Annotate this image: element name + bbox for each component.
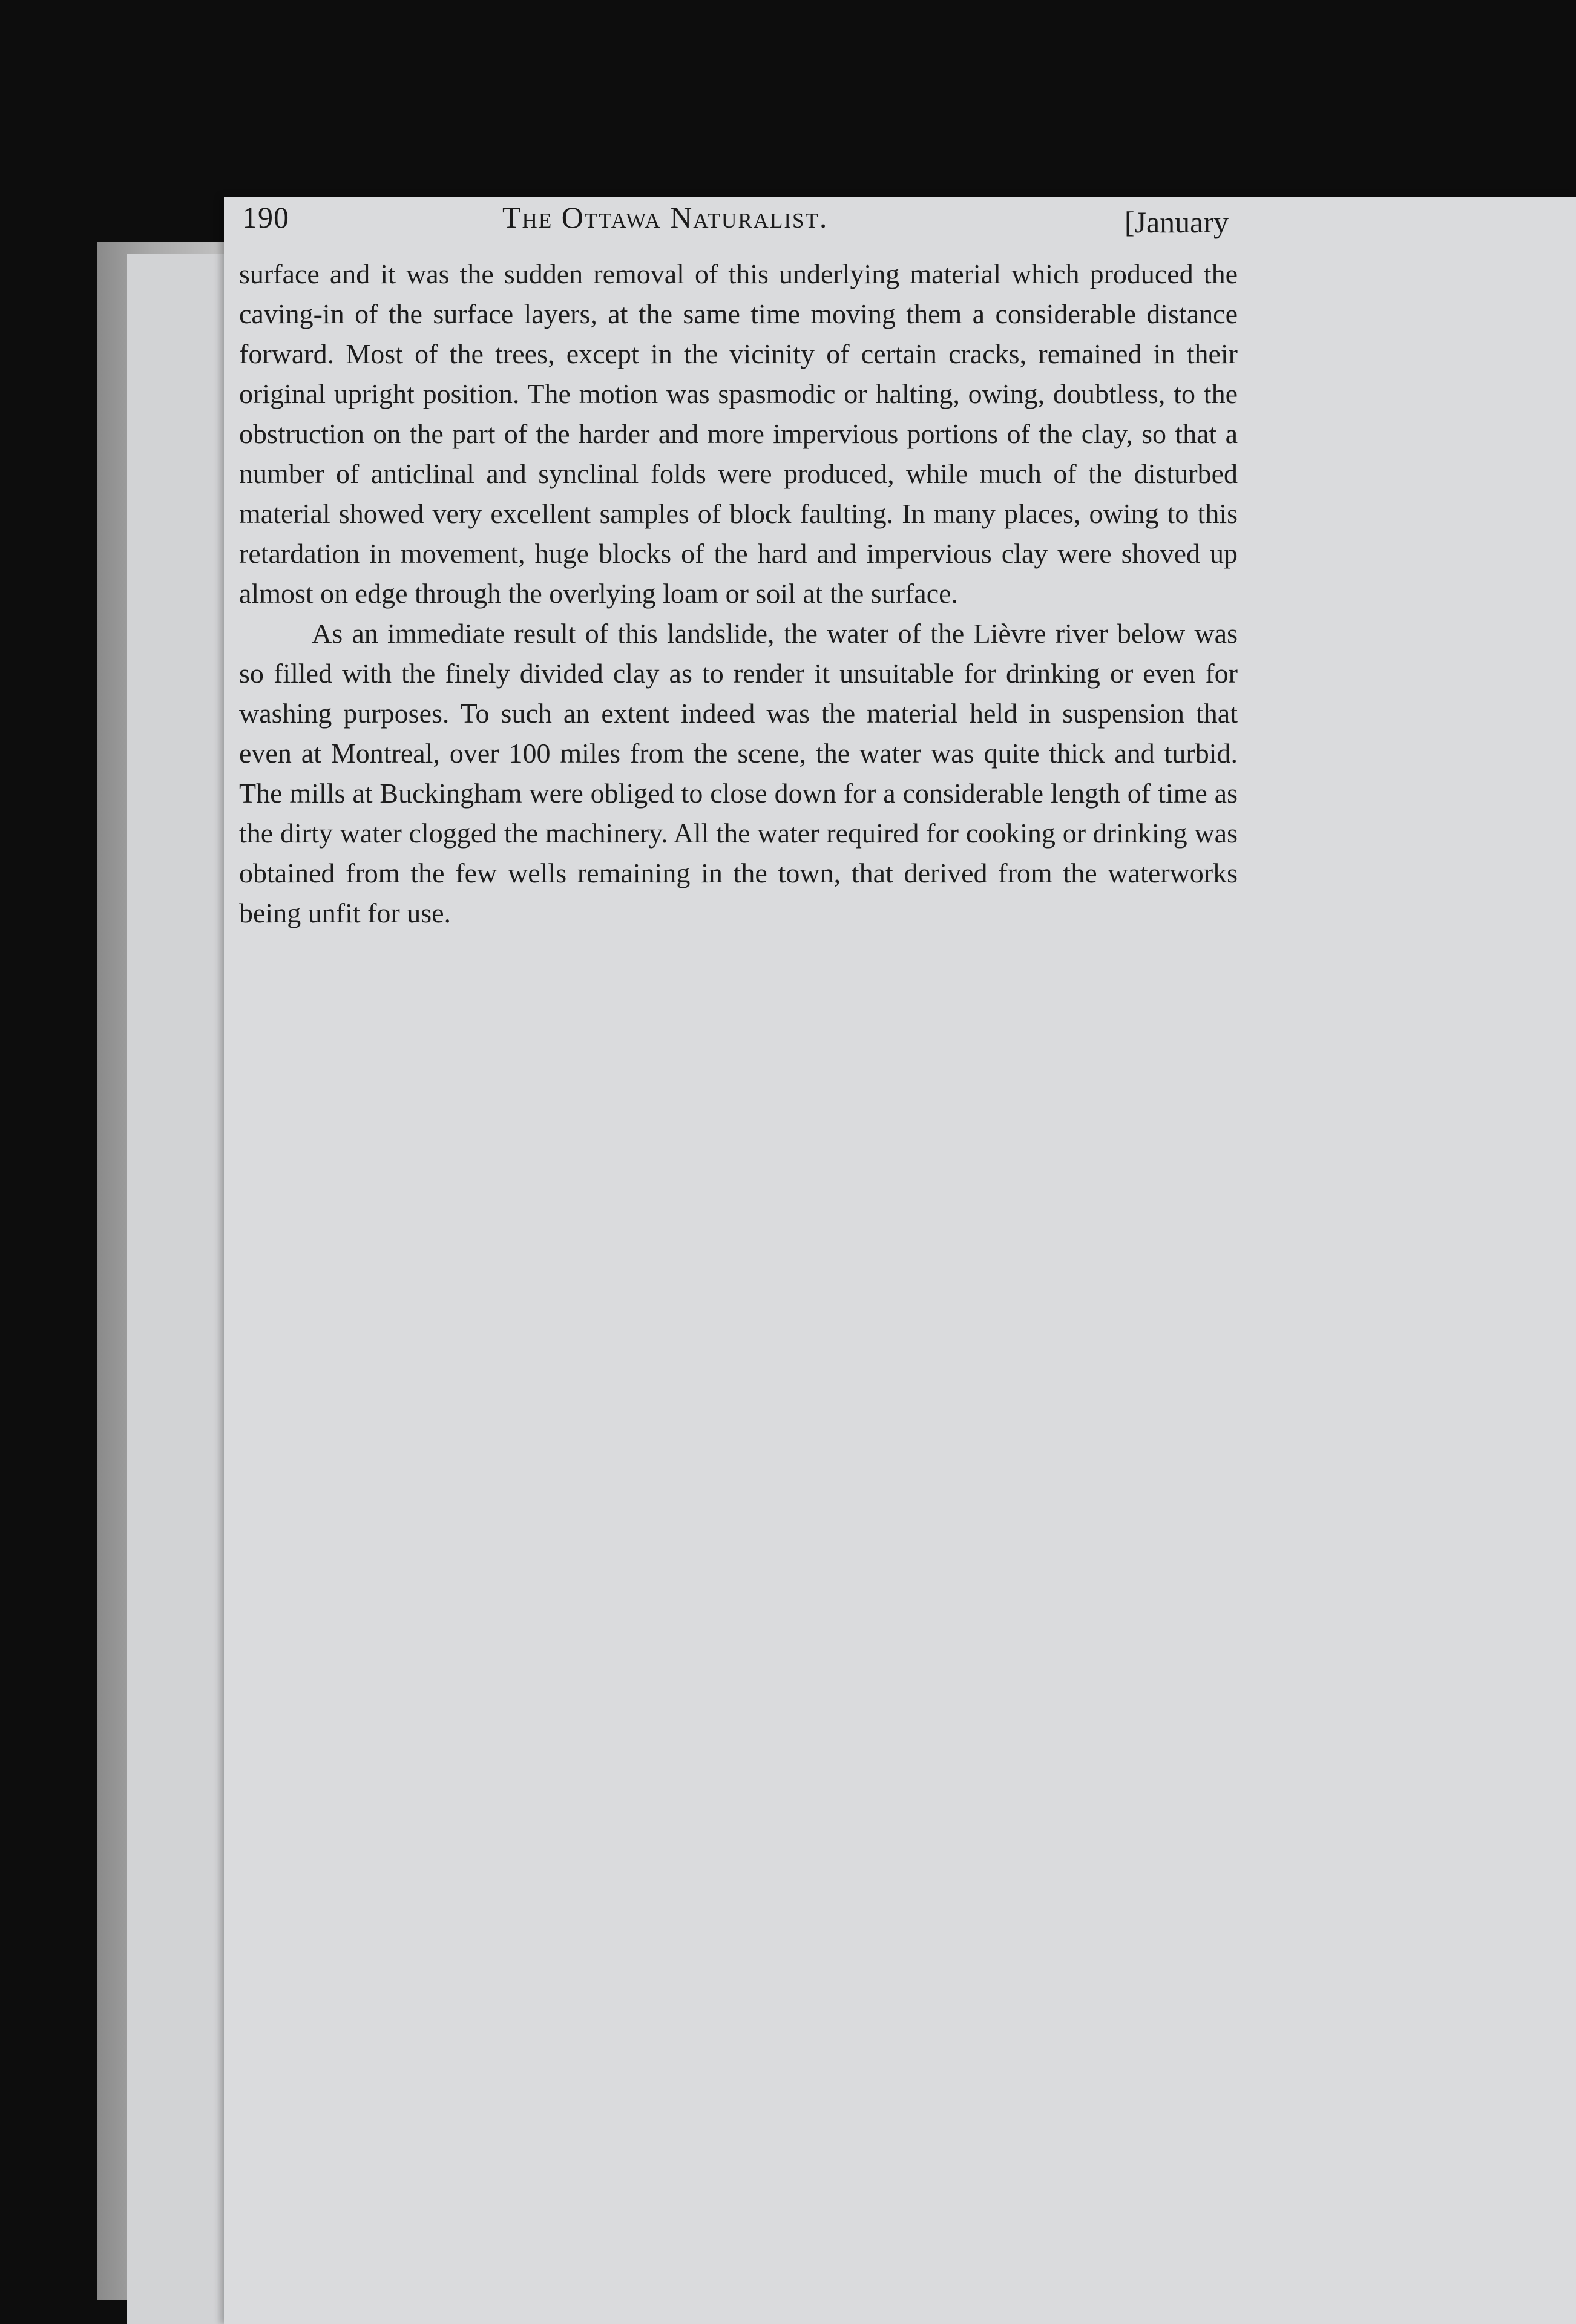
- body-text: [239, 254, 1238, 933]
- issue-month: [January: [1124, 205, 1229, 239]
- running-head: [242, 200, 1229, 248]
- page-number: 190: [242, 200, 289, 234]
- paragraph: surface and it was the sudden removal of this underlying material which produced the caving-in of the surface layers, at the same time moving them a considerable distance forward. Most of the trees, except in the vicinity of certain cracks, remained in their original upright position. The motion was spasmodic or halting, owing, doubtless, to the obstruction on the part of the harder and more impervious portions of the clay, so that a number of anticlinal and synclinal folds were produced, while much of the disturbed material showed very excellent samples of block faulting. In many places, owing to this retardation in movement, huge blocks of the hard and impervious clay were shoved up almost on edge through the overlying loam or soil at the surface.: [239, 258, 1238, 609]
- paragraph: As an immediate result of this landslide, the water of the Lièvre river below was so filled with the finely divided clay as to render it unsuitable for drinking or even for washing purposes. To such an extent indeed was the material held in suspension that even at Montreal, over 100 miles from the scene, the water was quite thick and turbid. The mills at Buckingham were obliged to close down for a considerable length of time as the dirty water clogged the machinery. All the water required for cooking or drinking was obtained from the few wells remaining in the town, that derived from the waterworks being unfit for use.: [239, 618, 1238, 928]
- journal-title: The Ottawa Naturalist.: [502, 200, 829, 234]
